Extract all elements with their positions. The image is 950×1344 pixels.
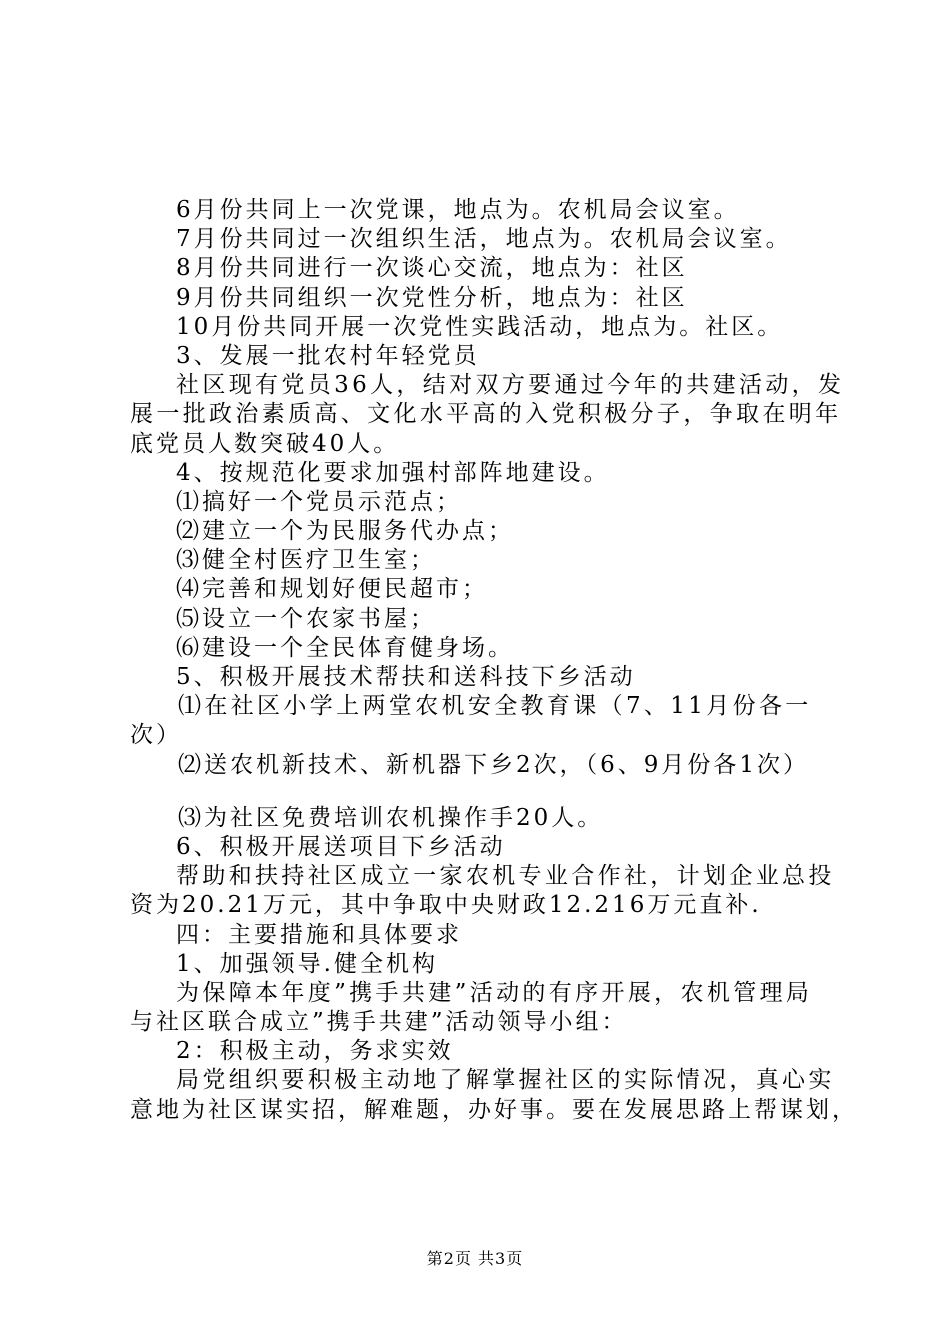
section-heading: 4、按规范化要求加强村部阵地建设。 bbox=[176, 459, 610, 486]
list-item: ⑶健全村医疗卫生室； bbox=[176, 547, 436, 574]
paragraph-line: 10月份共同开展一次党性实践活动，地点为。社区。 bbox=[176, 313, 784, 340]
section-heading: 5、积极开展技术帮扶和送科技下乡活动 bbox=[176, 664, 636, 690]
section-heading: 四：主要措施和具体要求 bbox=[176, 921, 462, 948]
paragraph-line: 展一批政治素质高、文化水平高的入党积极分子，争取在明年 bbox=[130, 401, 842, 428]
paragraph-line: 次） bbox=[130, 722, 182, 749]
list-item: ⑵建立一个为民服务代办点； bbox=[176, 518, 514, 545]
list-item: ⑴搞好一个党员示范点； bbox=[176, 488, 462, 515]
list-item: ⑵送农机新技术、新机器下乡2次，（6、9月份各1次） bbox=[178, 751, 810, 778]
paragraph-line: 意地为社区谋实招，解难题，办好事。要在发展思路上帮谋划， bbox=[130, 1096, 858, 1123]
section-heading: 2：积极主动，务求实效 bbox=[176, 1038, 454, 1065]
paragraph-line: 6月份共同上一次党课，地点为。农机局会议室。 bbox=[176, 197, 740, 223]
page-number-footer: 第2页 共3页 bbox=[426, 1249, 524, 1268]
paragraph-line: 帮助和扶持社区成立一家农机专业合作社，计划企业总投 bbox=[176, 863, 835, 890]
paragraph-line: 社区现有党员36人，结对双方要通过今年的共建活动，发 bbox=[176, 372, 845, 399]
paragraph-line: 9月份共同组织一次党性分析，地点为：社区 bbox=[176, 284, 688, 311]
paragraph-line: 底党员人数突破40人。 bbox=[130, 430, 400, 457]
document-body bbox=[130, 196, 858, 1125]
list-item: ⑴在社区小学上两堂农机安全教育课（7、11月份各一 bbox=[178, 693, 812, 720]
list-item: ⑶为社区免费培训农机操作手20人。 bbox=[178, 804, 604, 831]
paragraph-line: 8月份共同进行一次谈心交流，地点为：社区 bbox=[176, 255, 688, 282]
list-item: ⑷完善和规划好便民超市； bbox=[176, 576, 488, 603]
section-heading: 3、发展一批农村年轻党员 bbox=[176, 342, 480, 369]
paragraph-line: 与社区联合成立”携手共建”活动领导小组： bbox=[130, 1009, 628, 1036]
section-heading: 6、积极开展送项目下乡活动 bbox=[176, 833, 506, 860]
section-heading: 1、加强领导.健全机构 bbox=[176, 950, 438, 977]
list-item: ⑸设立一个农家书屋； bbox=[176, 605, 436, 632]
paragraph-line: 为保障本年度”携手共建”活动的有序开展，农机管理局 bbox=[176, 979, 813, 1006]
paragraph-line: 7月份共同过一次组织生活，地点为。农机局会议室。 bbox=[176, 226, 792, 253]
paragraph-line: 资为20.21万元，其中争取中央财政12.216万元直补. bbox=[130, 892, 762, 919]
list-item: ⑹建设一个全民体育健身场。 bbox=[176, 634, 514, 661]
paragraph-line: 局党组织要积极主动地了解掌握社区的实际情况，真心实 bbox=[176, 1067, 835, 1094]
blank-space bbox=[130, 780, 830, 804]
